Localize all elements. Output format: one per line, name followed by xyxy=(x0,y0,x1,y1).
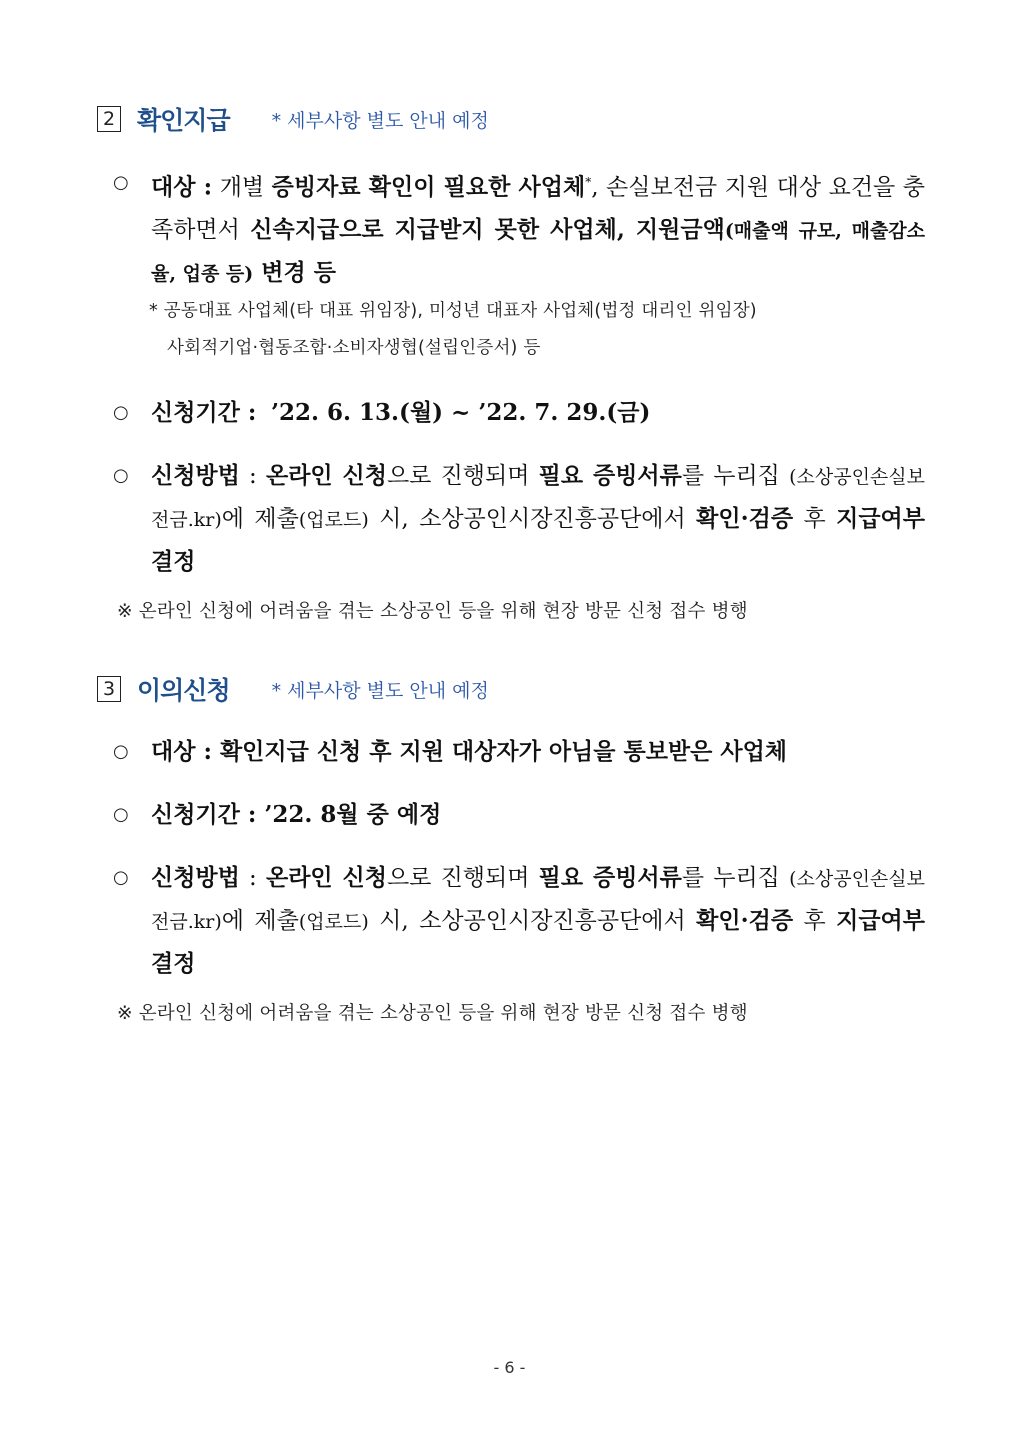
bullet-method xyxy=(113,455,925,583)
bullet-icon: ○ xyxy=(113,402,129,423)
text-run: 를 누리집 xyxy=(681,865,790,891)
item-label: 대상 : xyxy=(151,173,213,201)
text-run-bold: 증빙자료 확인이 필요한 사업체 xyxy=(271,173,586,201)
bullet-body xyxy=(151,392,925,434)
item-label: 신청방법 xyxy=(151,462,240,489)
bullet-icon: ○ xyxy=(113,804,129,825)
text-run-bold: 지급여부 결정 xyxy=(151,505,925,575)
bullet-method xyxy=(113,857,925,985)
page-number: - 6 - xyxy=(493,1358,526,1377)
section-2-header xyxy=(97,101,489,137)
bullet-icon: ○ xyxy=(113,465,129,486)
bullet-icon: ○ xyxy=(113,741,129,762)
section-title: 확인지급 xyxy=(137,106,230,135)
bullet-target xyxy=(113,731,925,773)
footnote-line-1: * 공동대표 사업체(타 대표 위임장), 미성년 대표자 사업체(법정 대리인 위임장) xyxy=(149,301,757,321)
bullet-body xyxy=(151,455,925,583)
text-run-bold: 확인·검증 xyxy=(696,907,794,934)
text-run-bold: 확인·검증 xyxy=(696,505,794,532)
text-run: 후 xyxy=(793,506,837,532)
target-value: 확인지급 신청 후 지원 대상자가 아님을 통보받은 사업체 xyxy=(211,738,788,765)
footnote-line-2: 사회적기업·협동조합·소비자생협(설립인증서) 등 xyxy=(167,338,541,358)
section-note: * 세부사항 별도 안내 예정 xyxy=(271,679,489,702)
item-label: 신청기간 : xyxy=(151,801,257,828)
item-label: 신청기간 : xyxy=(151,399,257,426)
section-number-box: 3 xyxy=(97,676,121,702)
text-run-bold: 지급여부 결정 xyxy=(151,907,925,977)
bullet-period xyxy=(113,794,925,836)
bullet-icon: ○ xyxy=(113,172,129,193)
text-run: 를 누리집 xyxy=(681,463,790,489)
section-number-box: 2 xyxy=(97,106,121,132)
text-run: 에 제출 xyxy=(221,908,299,934)
footnote-marker: * xyxy=(585,175,592,189)
item-label: 대상 : xyxy=(151,738,212,765)
text-run-bold: 필요 증빙서류 xyxy=(538,864,682,891)
text-run: : xyxy=(239,865,266,891)
text-run-small: (소상공인손실보전금.kr) xyxy=(151,466,925,531)
text-run: , 손실보전금 지원 대상 요건을 충족하면서 xyxy=(151,174,926,243)
section-3-header xyxy=(97,671,489,707)
bullet-body xyxy=(151,857,925,985)
bullet-body xyxy=(151,731,925,773)
text-run-small: (업로드) xyxy=(298,509,369,531)
reference-note: ※ 온라인 신청에 어려움을 겪는 소상공인 등을 위해 현장 방문 신청 접수 병행 xyxy=(117,601,748,622)
text-run: 으로 진행되며 xyxy=(386,463,539,489)
text-run-bold: 변경 등 xyxy=(253,258,336,286)
reference-note: ※ 온라인 신청에 어려움을 겪는 소상공인 등을 위해 현장 방문 신청 접수 병행 xyxy=(117,1003,748,1024)
item-label: 신청방법 xyxy=(151,864,240,891)
text-run-bold: 온라인 신청 xyxy=(266,864,387,891)
bullet-target xyxy=(113,162,925,295)
period-value: ’22. 6. 13.(월) ~ ’22. 7. 29.(금) xyxy=(271,399,651,426)
text-run: 후 xyxy=(793,908,837,934)
text-run: 시, 소상공인시장진흥공단에서 xyxy=(368,506,697,532)
text-run-bold: 필요 증빙서류 xyxy=(538,462,682,489)
text-run: 으로 진행되며 xyxy=(386,865,539,891)
bullet-body xyxy=(151,162,925,295)
bullet-icon: ○ xyxy=(113,867,129,888)
text-run-small: (소상공인손실보전금.kr) xyxy=(151,868,925,933)
text-run: 시, 소상공인시장진흥공단에서 xyxy=(368,908,697,934)
bullet-body xyxy=(151,794,925,836)
text-run-bold-small: (매출액 규모, 매출감소율, 업종 등) xyxy=(151,219,926,285)
text-run-bold: 신속지급으로 지급받지 못한 사업체, 지원금액 xyxy=(250,215,725,243)
text-run: 개별 xyxy=(212,174,272,201)
text-run-bold: 온라인 신청 xyxy=(266,462,387,489)
period-value: ’22. 8월 중 예정 xyxy=(256,801,442,828)
text-run: 에 제출 xyxy=(221,506,299,532)
text-run-small: (업로드) xyxy=(298,911,369,933)
text-run: : xyxy=(239,463,266,489)
section-title: 이의신청 xyxy=(137,676,230,705)
bullet-period xyxy=(113,392,925,434)
section-note: * 세부사항 별도 안내 예정 xyxy=(271,109,489,132)
